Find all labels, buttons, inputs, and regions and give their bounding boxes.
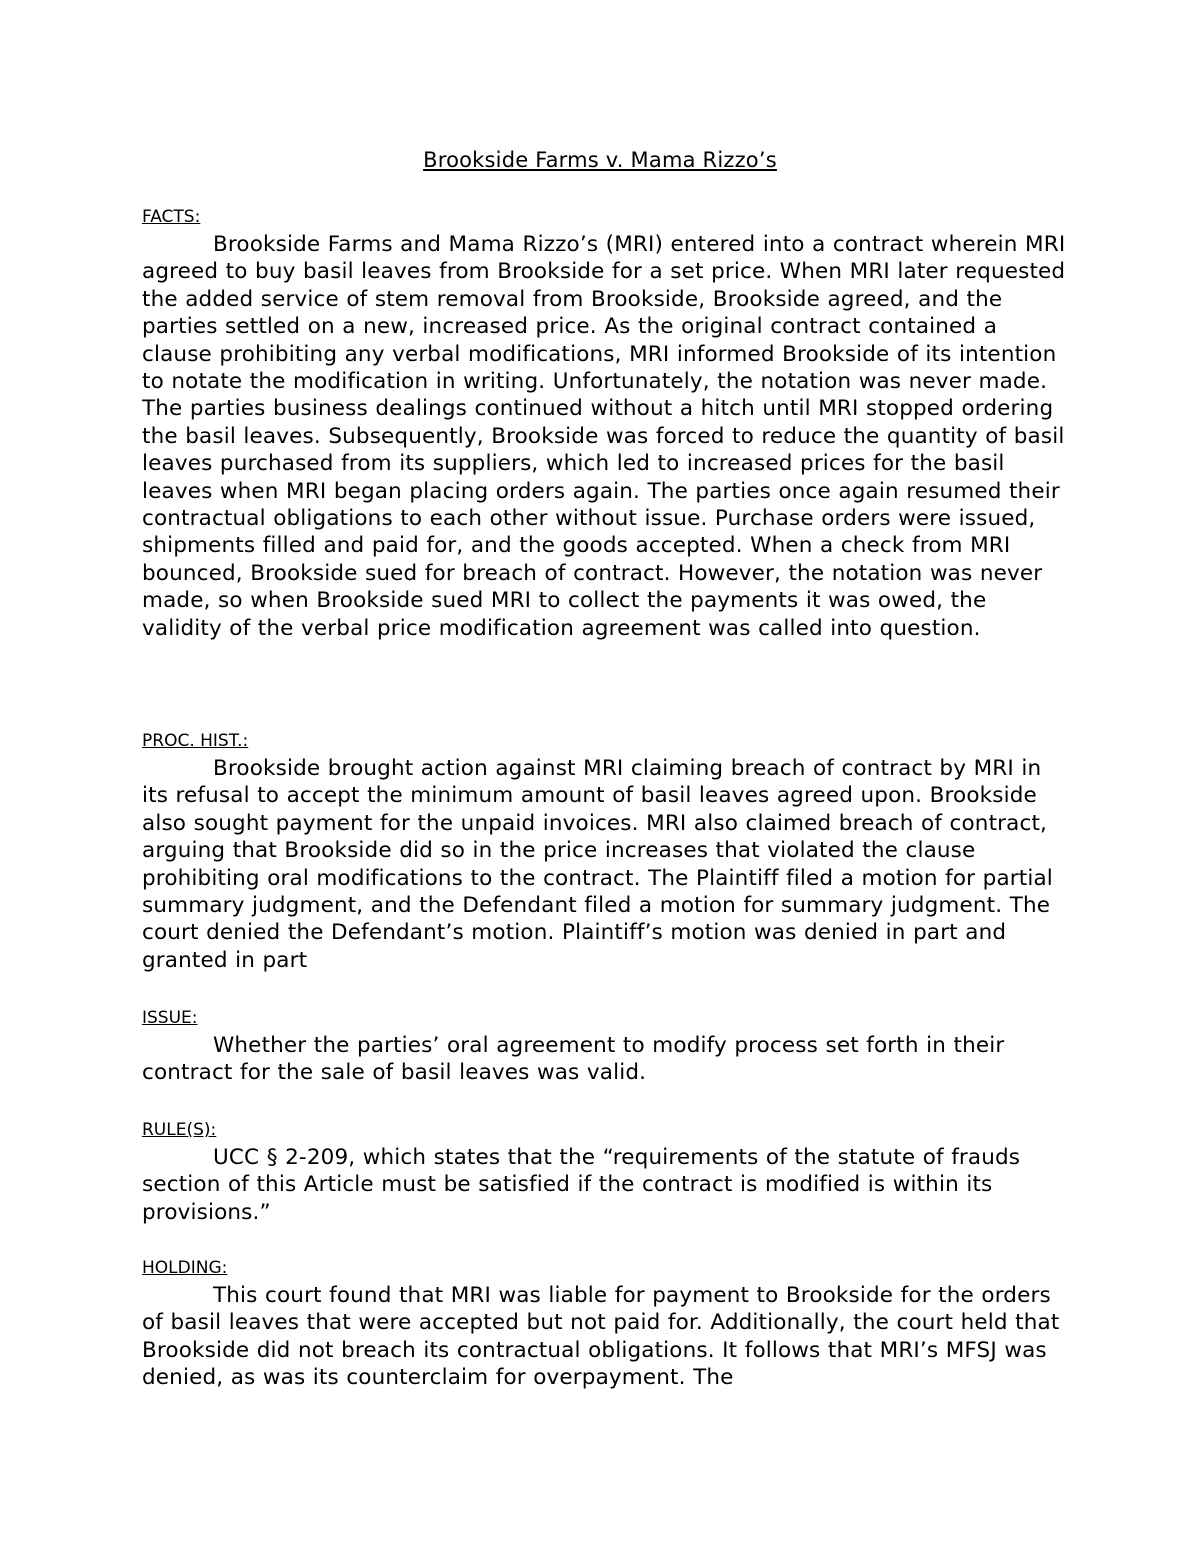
rules-heading: RULE(S):	[142, 1120, 217, 1140]
document-title: Brookside Farms v. Mama Rizzo’s	[423, 148, 777, 172]
facts-text: Brookside Farms and Mama Rizzo’s (MRI) entered into a contract wherein MRI agreed to buy basil leaves from Brookside for a set price. When MRI later requested the added service of stem removal from Brookside, Brookside agreed, and the parties settled on a new, increased price. As the original contract contained a clause prohibiting any verbal modifications, MRI informed Brookside of its intention to notate the modification in writing. Unfortunately, the notation was never made. The parties business dealings continued without a hitch until MRI stopped ordering the basil leaves. Subsequently, Brookside was forced to reduce the quantity of basil leaves purchased from its suppliers, which led to increased prices for the basil leaves when MRI began placing orders again. The parties once again resumed their contractual obligations to each other without issue. Purchase orders were issued, shipments filled and paid for, and the goods accepted. When a check from MRI bounced, Brookside sued for breach of contract. However, the notation was never made, so when Brookside sued MRI to collect the payments it was owed, the validity of the verbal price modification agreement was called into question.	[142, 232, 1066, 641]
issue-heading: ISSUE:	[142, 1008, 198, 1028]
procedural-history-text: Brookside brought action against MRI claiming breach of contract by MRI in its refusal to accept the minimum amount of basil leaves agreed upon. Brookside also sought payment for the unpaid invoices. MRI also claimed breach of contract, arguing that Brookside did so in the price increases that violated the clause prohibiting oral modifications to the contract. The Plaintiff filed a motion for partial summary judgment, and the Defendant filed a motion for summary judgment. The court denied the Defendant’s motion. Plaintiff’s motion was denied in part and granted in part	[142, 756, 1053, 973]
procedural-history-section	[142, 731, 1067, 974]
procedural-history-heading: PROC. HIST.:	[142, 731, 249, 751]
holding-section	[142, 1258, 1067, 1392]
rules-text: UCC § 2-209, which states that the “requirements of the statute of frauds section of this Article must be satisfied if the contract is modified is within its provisions.”	[142, 1145, 1021, 1225]
issue-text: Whether the parties’ oral agreement to modify process set forth in their contract for the sale of basil leaves was valid.	[142, 1033, 1005, 1086]
issue-section	[142, 1008, 1067, 1087]
facts-heading: FACTS:	[142, 207, 201, 227]
holding-heading: HOLDING:	[142, 1258, 228, 1278]
holding-text: This court found that MRI was liable for payment to Brookside for the orders of basil leaves that were accepted but not paid for. Additionally, the court held that Brookside did not breach its contractual obligations. It follows that MRI’s MFSJ was denied, as was its counterclaim for overpayment. The	[142, 1283, 1060, 1391]
facts-section	[142, 207, 1067, 642]
rules-section	[142, 1120, 1067, 1226]
